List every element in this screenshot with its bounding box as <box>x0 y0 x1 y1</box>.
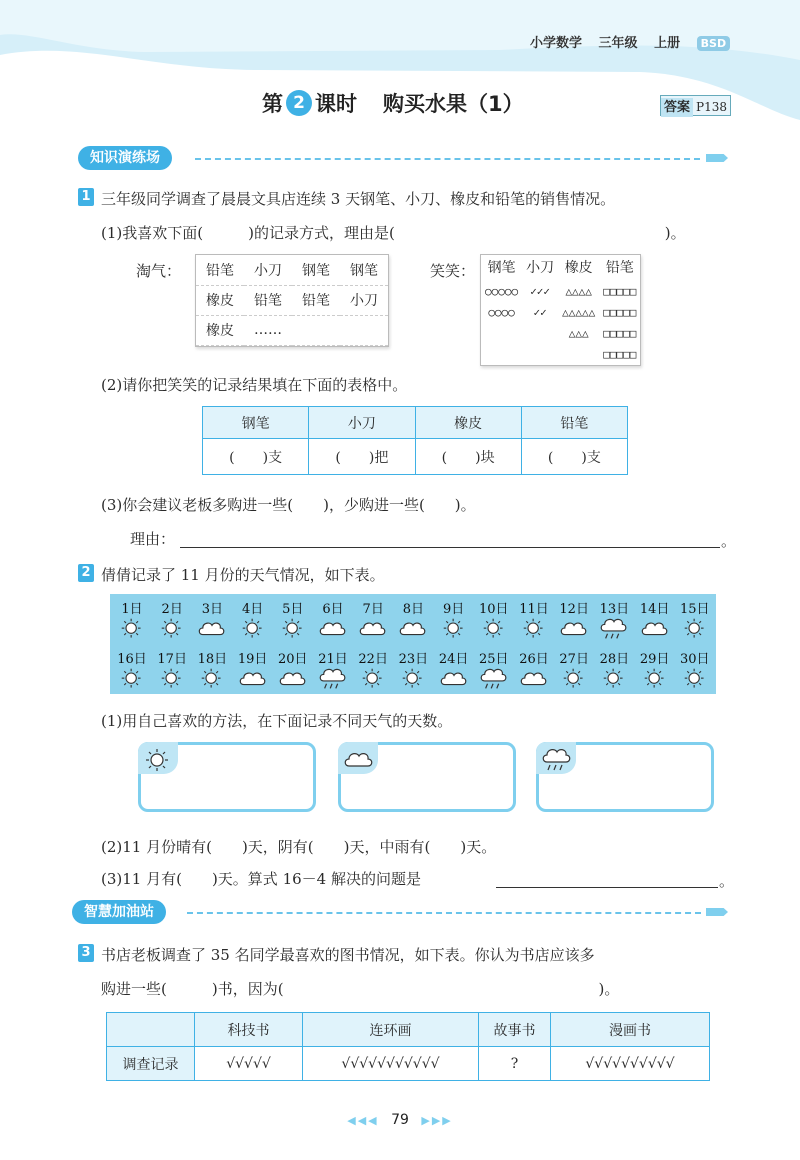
sunny-icon <box>273 617 313 641</box>
day-label: 14日 <box>639 602 670 617</box>
sunny-icon <box>233 617 273 641</box>
table-header: 橡皮 <box>415 407 521 439</box>
weather-day-cell <box>233 646 273 694</box>
day-label: 12日 <box>559 602 589 617</box>
lesson-number-badge: 2 <box>286 90 312 116</box>
table-header: 连环画 <box>303 1013 479 1047</box>
weather-day-cell <box>393 646 433 694</box>
taoqi-cell: 铅笔 <box>292 285 340 315</box>
q2-answer-line[interactable] <box>496 887 718 888</box>
section-tag-challenge: 智慧加油站 <box>72 900 166 924</box>
book-info <box>530 32 742 51</box>
weather-day-cell <box>112 596 152 644</box>
weather-day-cell <box>233 596 273 644</box>
taoqi-cell: 钢笔 <box>340 255 388 285</box>
page-number: 79 <box>391 1112 409 1128</box>
survey-tally: √√√√√√√√√√ <box>551 1047 710 1081</box>
day-label: 22日 <box>358 652 388 667</box>
taoqi-cell: 小刀 <box>340 285 388 315</box>
weather-day-cell <box>313 596 353 644</box>
day-label: 24日 <box>438 652 469 667</box>
sales-fill-table <box>202 406 628 475</box>
sunny-icon <box>353 667 393 691</box>
tally-marks <box>481 344 522 365</box>
weather-day-cell <box>393 596 433 644</box>
day-label: 30日 <box>680 652 710 667</box>
tally-marks: □□□□□ <box>603 285 637 298</box>
day-label: 20日 <box>278 652 308 667</box>
period-mark: 。 <box>719 872 735 890</box>
weather-calendar <box>110 594 716 694</box>
answer-blank[interactable]: ( )把 <box>309 439 415 475</box>
q2-prompt: 倩倩记录了 11 月份的天气情况，如下表。 <box>101 566 385 584</box>
answer-blank[interactable]: ( )块 <box>415 439 521 475</box>
q1-part1: (1)我喜欢下面( )的记录方式，理由是( )。 <box>101 224 686 242</box>
xiaoxiao-header: 钢笔 <box>487 259 516 276</box>
xiaoxiao-record-card <box>480 254 641 366</box>
sunny-icon <box>675 617 715 641</box>
weather-day-cell <box>192 646 232 694</box>
rain-icon <box>474 667 514 693</box>
weather-day-cell <box>675 596 715 644</box>
day-label: 27日 <box>559 652 589 667</box>
section-tag-practice: 知识演练场 <box>78 146 172 170</box>
survey-tally: ? <box>479 1047 551 1081</box>
volume-label: 上册 <box>654 36 681 51</box>
q2-part1: (1)用自己喜欢的方法，在下面记录不同天气的天数。 <box>101 712 453 730</box>
weather-day-cell <box>514 646 554 694</box>
q1-prompt: 三年级同学调查了晨晨文具店连续 3 天钢笔、小刀、橡皮和铅笔的销售情况。 <box>101 190 616 208</box>
day-label: 21日 <box>318 652 348 667</box>
weather-day-cell <box>353 646 393 694</box>
weather-day-cell <box>594 646 634 694</box>
tally-marks: □□□□□ <box>603 348 637 361</box>
tally-marks <box>481 323 522 344</box>
sunny-icon <box>554 667 594 691</box>
pencil-icon <box>706 154 728 162</box>
day-label: 26日 <box>519 652 549 667</box>
q1-part3: (3)你会建议老板多购进一些( )，少购进一些( )。 <box>101 496 476 514</box>
sunny-icon <box>192 667 232 691</box>
title-suffix: 课时 <box>315 92 357 116</box>
day-label: 29日 <box>639 652 670 667</box>
tally-marks: ✓✓✓ <box>530 285 551 298</box>
lesson-topic: 购买水果（1） <box>383 92 524 116</box>
cloudy-icon <box>192 617 232 641</box>
weather-day-cell <box>594 596 634 644</box>
day-label: 7日 <box>362 602 384 617</box>
day-label: 4日 <box>241 602 264 617</box>
q3-prompt-line2: 购进一些( )书，因为( )。 <box>101 980 620 998</box>
day-label: 13日 <box>599 602 630 617</box>
weather-day-cell <box>273 646 313 694</box>
answer-label: 答案 <box>661 98 693 117</box>
day-label: 19日 <box>237 652 268 667</box>
day-label: 6日 <box>322 602 344 617</box>
cloudy-icon <box>554 617 594 641</box>
title-prefix: 第 <box>262 92 283 116</box>
weather-day-cell <box>554 596 594 644</box>
q1-part2: (2)请你把笑笑的记录结果填在下面的表格中。 <box>101 376 408 394</box>
question-number: 1 <box>78 188 94 206</box>
tally-marks <box>522 344 558 365</box>
reason-label: 理由： <box>130 530 176 548</box>
table-header: 铅笔 <box>521 407 627 439</box>
sunny-record-box[interactable] <box>138 742 316 812</box>
rain-record-box[interactable] <box>536 742 714 812</box>
taoqi-cell: 钢笔 <box>292 255 340 285</box>
tally-marks: □□□□□ <box>603 327 637 340</box>
taoqi-cell <box>292 315 340 345</box>
question-number: 3 <box>78 944 94 962</box>
cloudy-record-box[interactable] <box>338 742 516 812</box>
cloudy-icon <box>273 667 313 691</box>
section-divider <box>187 912 701 914</box>
answer-page: P138 <box>696 100 727 114</box>
day-label: 17日 <box>157 652 187 667</box>
weather-day-cell <box>192 596 232 644</box>
answer-blank[interactable]: ( )支 <box>521 439 627 475</box>
sunny-icon <box>474 617 514 641</box>
sunny-icon <box>594 667 634 691</box>
tally-marks: ○○○○○ <box>485 285 519 298</box>
cloudy-icon <box>313 617 353 641</box>
taoqi-cell <box>340 315 388 345</box>
weather-day-cell <box>514 596 554 644</box>
tally-marks: ✓✓ <box>533 306 547 319</box>
answer-blank[interactable]: ( )支 <box>203 439 309 475</box>
q3-prompt-line1: 书店老板调查了 35 名同学最喜欢的图书情况，如下表。你认为书店应该多 <box>101 946 595 964</box>
q2-part3: (3)11 月有( )天。算式 16－4 解决的问题是 <box>101 870 421 888</box>
weather-day-cell <box>675 646 715 694</box>
tally-marks: △△△△ <box>565 285 592 298</box>
table-header <box>107 1013 195 1047</box>
taoqi-cell: 小刀 <box>244 255 292 285</box>
day-label: 16日 <box>117 652 147 667</box>
sunny-icon <box>112 617 152 641</box>
xiaoxiao-label: 笑笑： <box>430 262 476 280</box>
edition-badge: BSD <box>697 36 730 51</box>
sunny-icon <box>112 667 152 691</box>
day-label: 18日 <box>197 652 228 667</box>
cloudy-icon <box>393 617 433 641</box>
weather-day-cell <box>152 596 192 644</box>
taoqi-cell: 橡皮 <box>196 285 244 315</box>
xiaoxiao-header: 铅笔 <box>605 259 634 276</box>
tally-marks: ○○○○ <box>488 306 515 319</box>
prev-arrows-icon: ◀◀◀ <box>347 1114 379 1127</box>
xiaoxiao-header: 小刀 <box>526 259 555 276</box>
sunny-icon <box>434 617 474 641</box>
cloudy-icon <box>434 667 474 691</box>
taoqi-cell: …… <box>244 315 292 345</box>
day-label: 5日 <box>282 602 304 617</box>
answer-reference <box>660 95 731 116</box>
taoqi-cell: 橡皮 <box>196 315 244 345</box>
survey-tally: √√√√√ <box>195 1047 303 1081</box>
tally-marks: □□□□□ <box>603 306 637 319</box>
taoqi-record-card <box>195 254 389 347</box>
tally-marks <box>558 344 599 365</box>
grade-label: 三年级 <box>598 36 638 51</box>
weather-day-cell <box>635 596 675 644</box>
day-label: 28日 <box>599 652 630 667</box>
day-label: 15日 <box>680 602 710 617</box>
sunny-icon <box>152 617 192 641</box>
weather-day-cell <box>635 646 675 694</box>
rain-icon <box>541 747 573 775</box>
weather-day-cell <box>273 596 313 644</box>
day-label: 3日 <box>201 602 224 617</box>
row-label: 调查记录 <box>107 1047 195 1081</box>
sunny-icon <box>143 747 173 775</box>
taoqi-cell: 铅笔 <box>196 255 244 285</box>
section-divider <box>195 158 700 160</box>
tally-marks: △△△△△ <box>562 306 596 319</box>
day-label: 25日 <box>479 652 509 667</box>
day-label: 2日 <box>161 602 183 617</box>
weather-day-cell <box>434 596 474 644</box>
taoqi-label: 淘气： <box>136 262 182 280</box>
cloudy-icon <box>635 617 675 641</box>
day-label: 8日 <box>402 602 425 617</box>
question-number: 2 <box>78 564 94 582</box>
weather-day-cell <box>554 646 594 694</box>
weather-day-cell <box>353 596 393 644</box>
rain-icon <box>594 617 634 643</box>
weather-day-cell <box>313 646 353 694</box>
day-label: 23日 <box>398 652 429 667</box>
book-survey-table <box>106 1012 710 1081</box>
day-label: 10日 <box>479 602 509 617</box>
table-header: 漫画书 <box>551 1013 710 1047</box>
sunny-icon <box>675 667 715 691</box>
cloudy-icon <box>514 667 554 691</box>
weather-day-cell <box>152 646 192 694</box>
sunny-icon <box>393 667 433 691</box>
page-footer <box>0 1112 800 1128</box>
sunny-icon <box>514 617 554 641</box>
sunny-icon <box>635 667 675 691</box>
survey-tally: √√√√√√√√√√√ <box>303 1047 479 1081</box>
table-header: 钢笔 <box>203 407 309 439</box>
day-label: 1日 <box>121 602 143 617</box>
tally-marks: △△△ <box>568 327 589 340</box>
period-mark: 。 <box>721 532 737 550</box>
weather-day-cell <box>434 646 474 694</box>
tally-marks <box>522 323 558 344</box>
taoqi-cell: 铅笔 <box>244 285 292 315</box>
reason-answer-line[interactable] <box>180 547 720 548</box>
weather-day-cell <box>474 646 514 694</box>
day-label: 11日 <box>519 602 549 617</box>
table-header: 科技书 <box>195 1013 303 1047</box>
weather-day-cell <box>474 596 514 644</box>
table-header: 小刀 <box>309 407 415 439</box>
day-label: 9日 <box>442 602 465 617</box>
cloudy-icon <box>233 667 273 691</box>
q2-part2: (2)11 月份晴有( )天，阴有( )天，中雨有( )天。 <box>101 838 497 856</box>
rain-icon <box>313 667 353 693</box>
xiaoxiao-header: 橡皮 <box>564 259 593 276</box>
page-title <box>262 88 524 118</box>
table-header: 故事书 <box>479 1013 551 1047</box>
next-arrows-icon: ▶▶▶ <box>421 1114 453 1127</box>
subject-label: 小学数学 <box>530 36 583 51</box>
cloudy-icon <box>343 747 375 773</box>
cloudy-icon <box>353 617 393 641</box>
sunny-icon <box>152 667 192 691</box>
pencil-icon <box>706 908 728 916</box>
weather-day-cell <box>112 646 152 694</box>
